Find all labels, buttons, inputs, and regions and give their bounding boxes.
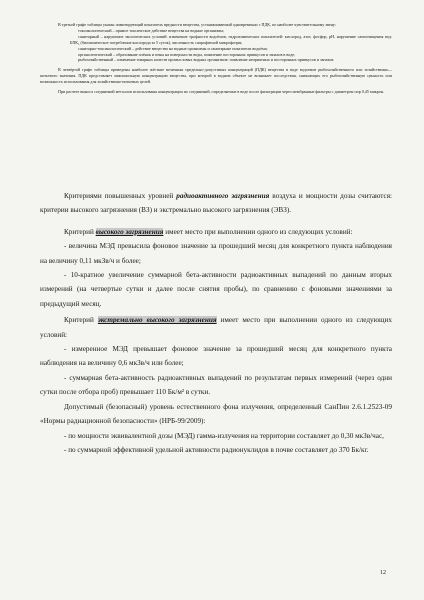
emphasis-text: экстремально высокого загрязнения	[97, 316, 217, 325]
note-paragraph: санитарно-токсикологический – действие вещества на водные организмы и санитарные показатели водоёма;	[78, 45, 268, 51]
extreme-criterion	[40, 313, 392, 342]
extreme-item: - измеренное МЭД превышает фоновое значение за прошедший месяц для конкретного пункта наблюдения на величину 0,6 мкЗв/ч или более;	[40, 345, 392, 368]
note-paragraph: При расчете выноса соединений металлов использованы концентрации их соединений, определяемые в воде после фильтрации через мембранные фильтры с диаметром пор 0,45 микрон.	[58, 89, 385, 95]
text: Критерий	[64, 316, 98, 325]
note-paragraph: В четвёртой графе таблицы приведены наиболее жёсткие величины предельно-допустимых концентраций (ПДК) вещества в воде водоемов рыбохозяйственного или хозяйственно—питьевого значения. ПДК представляет максимальную концентрацию вещества, при которой в водном объекте не возникает последствия, снижающих его рыбохозяйственную ценность или возможность использования для хозяйственно-питьевых целей.	[40, 67, 392, 85]
note-paragraph: санитарный – нарушение экологических условий: изменение трофности водоёмов, гидрохимических показателей: кислород, азот, фосфор, pH, нарушение самоочищения вод: БПК₅ (биохимическое потребление кислорода за 5 суток), численность сапрофитной микрофлоры;	[70, 33, 392, 45]
text: Критерий	[64, 227, 96, 236]
note-paragraph: В третьей графе таблицы указан лимитирующий показатель вредности вещества, устанавливаемый одновременно с ПДК, по наиболее чувствительному звену:	[58, 22, 337, 27]
emphasis-text: радиоактивного загрязнения	[176, 192, 270, 200]
pollutant-notes	[40, 22, 392, 95]
text: имеет место при выполнении одного из следующих условий:	[163, 227, 353, 236]
text: имеет место при выполнении одного из следующих условий:	[40, 316, 392, 339]
high-item: - величина МЭД превысила фоновое значение за прошедший месяц для конкретного пункта наблюдения на величину 0,11 мкЗв/ч и более;	[40, 242, 392, 265]
text: Критериями повышенных уровней	[64, 192, 177, 200]
note-paragraph: органолептический – образование плёнок и пены на поверхности воды, появление посторонних привкусов и запахов в воде;	[78, 51, 296, 57]
allowed-item: - по суммарной эффективной удельной активности радионуклидов в почве составляет до 370 Бк/кг.	[64, 445, 369, 454]
note-paragraph: рыбохозяйственный – изменение товарных качеств промысловых водных организмов: появление неприятных и посторонних привкусов и запахов.	[78, 57, 335, 63]
page-number: 12	[380, 570, 386, 576]
allowed-level: Допустимый (безопасный) уровень естественного фона излучения, определенный СанПин 2.6.1.2523-09 «Нормы радиационной безопасности» (НРБ-99/2009):	[40, 402, 392, 426]
high-criterion	[40, 225, 392, 239]
text: воздуха и мощности дозы считаются: критерии высокого загрязнения (ВЗ) и экстремально высокого загрязнения (ЭВЗ).	[40, 192, 393, 215]
allowed-item: - по мощности эквивалентной дозы (МЭД) гамма-излучения на территории составляет до 0,30 мкЗв/час,	[64, 431, 384, 440]
extreme-item: - суммарная бета-активность радиоактивных выпадений по результатам первых измерений (через одни сутки после отбора проб) превышает 110 Бк/м² в сутки.	[40, 373, 392, 397]
criteria-intro	[40, 189, 392, 218]
radiation-criteria	[40, 189, 392, 457]
high-item: - 10-кратное увеличение суммарной бета-активности радиоактивных выпадений по данным вторых измерений (на четвертые сутки и далее после снятия пробы), по сравнению с фоновыми значениями за предыдущий месяц.	[40, 271, 392, 308]
note-paragraph: токсикологический – прямое токсическое действие вещества на водные организмы;	[78, 27, 225, 33]
emphasis-text: высокого загрязнения	[95, 227, 164, 236]
